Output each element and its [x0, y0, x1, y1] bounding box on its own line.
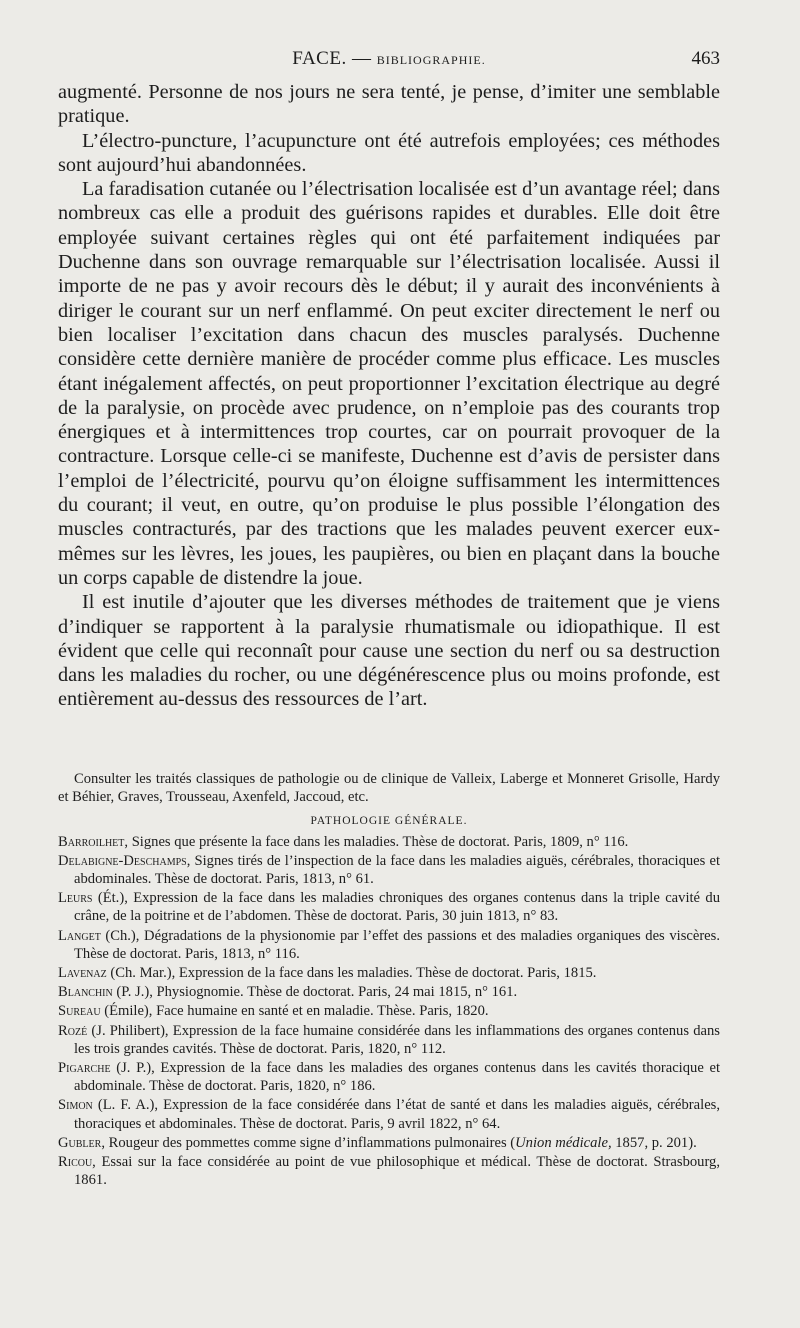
reference-journal: Union médicale,: [515, 1134, 612, 1151]
reference-text: Signes tirés de l’inspection de la face dans les maladies aiguës, cérébrales, thoraciques et abdominales. Thèse de doctorat. Paris, 1813, n° 61.: [74, 852, 720, 888]
paragraph-electropuncture: L’électro-puncture, l’acupuncture ont été autrefois employées; ces méthodes sont aujourd’hui abandonnées.: [58, 129, 720, 176]
bibliography: [58, 770, 720, 1190]
reference-entry: [58, 964, 720, 982]
main-text: [58, 80, 720, 712]
reference-entry: [58, 889, 720, 925]
header-title-main: FACE. —: [292, 48, 372, 69]
reference-tail: 1857, p. 201).: [611, 1134, 697, 1151]
reference-author: Delabigne-Deschamps,: [58, 852, 191, 869]
reference-entry: [58, 1096, 720, 1132]
reference-entry: [58, 1134, 720, 1152]
reference-author: Simon: [58, 1097, 93, 1114]
reference-author: Pigarche: [58, 1060, 111, 1077]
reference-text: Signes que présente la face dans les maladies. Thèse de doctorat. Paris, 1809, n° 116.: [128, 833, 629, 850]
reference-entry: [58, 1153, 720, 1189]
reference-entry: [58, 833, 720, 851]
reference-author: Leurs: [58, 890, 93, 907]
reference-text: (Ch.), Dégradations de la physionomie par l’effet des passions et des maladies organiques des viscères. Thèse de doctorat. Paris, 1813, n° 116.: [74, 927, 720, 962]
reference-entry: [58, 1002, 720, 1020]
reference-author: Langet: [58, 927, 101, 944]
reference-author: Blanchin: [58, 984, 113, 1001]
reference-author: Sureau: [58, 1003, 101, 1020]
reference-text: (J. P.), Expression de la face dans les maladies des organes contenus dans les cavités thoracique et abdominale. Thèse de doctorat. Paris, 1820, n° 186.: [74, 1060, 720, 1095]
reference-entry: [58, 1059, 720, 1095]
header-title-sub: BIBLIOGRAPHIE.: [376, 53, 486, 67]
section-title: PATHOLOGIE GÉNÉRALE.: [310, 815, 468, 828]
reference-author: Rozé: [58, 1022, 88, 1039]
reference-author: Barroilhet,: [58, 833, 129, 850]
reference-text: Rougeur des pommettes comme signe d’inflammations pulmonaires (: [104, 1134, 516, 1151]
running-header: [58, 48, 720, 72]
reference-text: (Ch. Mar.), Expression de la face dans les maladies. Thèse de doctorat. Paris, 1815.: [106, 965, 597, 982]
paragraph-faradisation: La faradisation cutanée ou l’électrisation localisée est d’un avantage réel; dans nombreux cas elle a produit des guérisons rapides et durables. Elle doit être employée suivant certaines règles qui ont été parfaitement indiquées par Duchenne dans son ouvrage remarquable sur l’électrisation localisée. Aussi il importe de ne pas y avoir recours dès le début; il y aurait des inconvénients à diriger le courant sur un nerf enflammé. On peut exciter directement le nerf ou bien localiser l’excitation dans chacun des muscles paralysés. Duchenne considère cette dernière manière de procéder comme plus efficace. Les muscles étant inégalement affectés, on peut proportionner l’excitation électrique au degré de la paralysie, on procède avec prudence, on n’emploie pas des courants trop énergiques et à intermittences trop courtes, car on pourrait provoquer de la contracture. Lorsque celle-ci se manifeste, Duchenne est d’avis de persister dans l’emploi de l’électricité, pourvu qu’on éloigne suffisamment les intermittences du courant; il veut, en outre, qu’on produise le plus possible l’élongation des muscles contracturés, par des tractions que les malades peuvent exercer eux-mêmes sur les lèvres, les joues, les paupières, ou bien en plaçant dans la bouche un corps capable de distendre la joue.: [58, 178, 720, 589]
paragraph-conclusion: Il est inutile d’ajouter que les diverses méthodes de traitement que je viens d’indiquer se rapportent à la paralysie rhumatismale ou idiopathique. Il est évident que celle qui reconnaît pour cause une section du nerf ou sa destruction dans les maladies du rocher, ou une dégénérescence plus ou moins profonde, est entièrement au-dessus des ressources de l’art.: [58, 591, 720, 711]
reference-text: (Émile), Face humaine en santé et en maladie. Thèse. Paris, 1820.: [100, 1003, 489, 1020]
reference-text: (Ét.), Expression de la face dans les maladies chroniques des organes contenus dans la triple cavité du crâne, de la poitrine et de l’abdomen. Thèse de doctorat. Paris, 30 juin 1813, n° 83.: [74, 890, 720, 925]
reference-entry: [58, 927, 720, 963]
reference-author: Lavenaz: [58, 965, 107, 982]
reference-author: Ricou,: [58, 1154, 96, 1171]
page-number: 463: [691, 48, 720, 69]
reference-text: (P. J.), Physiognomie. Thèse de doctorat. Paris, 24 mai 1815, n° 161.: [112, 984, 518, 1001]
reference-text: Essai sur la face considérée au point de vue philosophique et médical. Thèse de doctorat. Strasbourg, 1861.: [74, 1154, 720, 1189]
header-title: [58, 48, 720, 70]
consult-note: Consulter les traités classiques de pathologie ou de clinique de Valleix, Laberge et Monneret Grisolle, Hardy et Béhier, Graves, Trousseau, Axenfeld, Jaccoud, etc.: [58, 771, 720, 806]
reference-text: (L. F. A.), Expression de la face considérée dans l’état de santé et dans les maladies aiguës, cérébrales, thoraciques et abdominales. Thèse de doctorat. Paris, 9 avril 1822, n° 64.: [74, 1097, 720, 1132]
reference-entry: [58, 1022, 720, 1058]
paragraph-continuation: augmenté. Personne de nos jours ne sera tenté, je pense, d’imiter une semblable pratique.: [58, 81, 720, 128]
reference-text: (J. Philibert), Expression de la face humaine considérée dans les inflammations des organes contenus dans les trois grandes cavités. Thèse de doctorat. Paris, 1820, n° 112.: [74, 1022, 720, 1057]
reference-author: Gubler,: [58, 1134, 105, 1151]
reference-entry: [58, 983, 720, 1001]
reference-entry: [58, 852, 720, 888]
